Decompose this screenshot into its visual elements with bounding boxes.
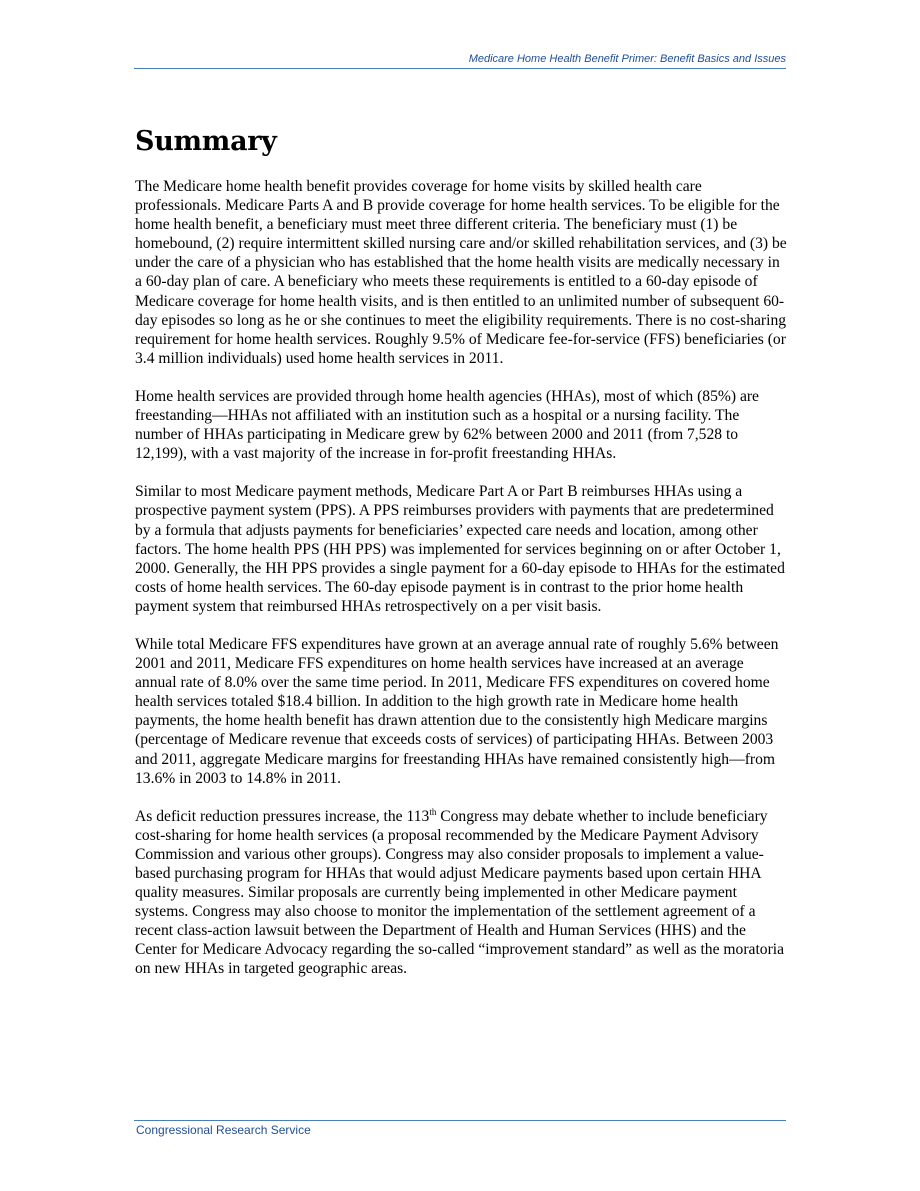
ordinal-suffix: th: [429, 806, 437, 817]
running-header: Medicare Home Health Benefit Primer: Benefit Basics and Issues: [468, 53, 786, 65]
footer-rule: [134, 1120, 786, 1121]
paragraph-5-rest: Congress may debate whether to include beneficiary cost-sharing for home health services (a proposal recommended by the Medicare Payment Advisory Commission and various other groups). Congress may also consider proposals to implement a value-based purchasing program for HHAs that would adjust Medicare payments based upon certain HHA quality measures. Similar proposals are currently being implemented in other Medicare payment systems. Congress may also choose to monitor the implementation of the settlement agreement of a recent class-action lawsuit between the Department of Health and Human Services (HHS) and the Center for Medicare Advocacy regarding the so-called “improvement standard” as well as the moratoria on new HHAs in targeted geographic areas.: [135, 807, 785, 978]
paragraph-4: While total Medicare FFS expenditures have grown at an average annual rate of roughly 5.6% between 2001 and 2011, Medicare FFS expenditures on home health services have increased at an average annual rate of 8.0% over the same time period. In 2011, Medicare FFS expenditures on covered home health services totaled $18.4 billion. In addition to the high growth rate in Medicare home health payments, the home health benefit has drawn attention due to the consistently high Medicare margins (percentage of Medicare revenue that exceeds costs of services) of participating HHAs. Between 2003 and 2011, aggregate Medicare margins for freestanding HHAs have remained consistently high—from 13.6% in 2003 to 14.8% in 2011.: [135, 635, 779, 787]
footer-org: Congressional Research Service: [136, 1123, 311, 1137]
paragraph-5: [135, 807, 787, 979]
paragraph-3: Similar to most Medicare payment methods, Medicare Part A or Part B reimburses HHAs using a prospective payment system (PPS). A PPS reimburses providers with payments that are predetermined by a formula that adjusts payments for beneficiaries’ expected care needs and location, among other factors. The home health PPS (HH PPS) was implemented for services beginning on or after October 1, 2000. Generally, the HH PPS provides a single payment for a 60-day episode to HHAs for the estimated costs of home health services. The 60-day episode payment is in contrast to the prior home health payment system that reimbursed HHAs retrospectively on a per visit basis.: [135, 483, 785, 615]
paragraph-5-start: As deficit reduction pressures increase, the 113: [135, 807, 430, 825]
summary-body: [135, 177, 787, 998]
paragraph-1: The Medicare home health benefit provides coverage for home visits by skilled health care professionals. Medicare Parts A and B provide coverage for home health services. To be eligible for the home health benefit, a beneficiary must meet three different criteria. The beneficiary must (1) be homebound, (2) require intermittent skilled nursing care and/or skilled rehabilitation services, and (3) be under the care of a physician who has established that the home health visits are medically necessary in a 60-day plan of care. A beneficiary who meets these requirements is entitled to a 60-day episode of Medicare coverage for home health visits, and is then entitled to an unlimited number of subsequent 60-day episodes so long as he or she continues to meet the eligibility requirements. There is no cost-sharing requirement for home health services. Roughly 9.5% of Medicare fee-for-service (FFS) beneficiaries (or 3.4 million individuals) used home health services in 2011.: [135, 178, 787, 367]
header-rule: [134, 68, 786, 69]
paragraph-2: Home health services are provided through home health agencies (HHAs), most of which (85%) are freestanding—HHAs not affiliated with an institution such as a hospital or a nursing facility. The number of HHAs participating in Medicare grew by 62% between 2000 and 2011 (from 7,528 to 12,199), with a vast majority of the increase in for-profit freestanding HHAs.: [135, 387, 759, 463]
page-title: Summary: [135, 126, 277, 157]
